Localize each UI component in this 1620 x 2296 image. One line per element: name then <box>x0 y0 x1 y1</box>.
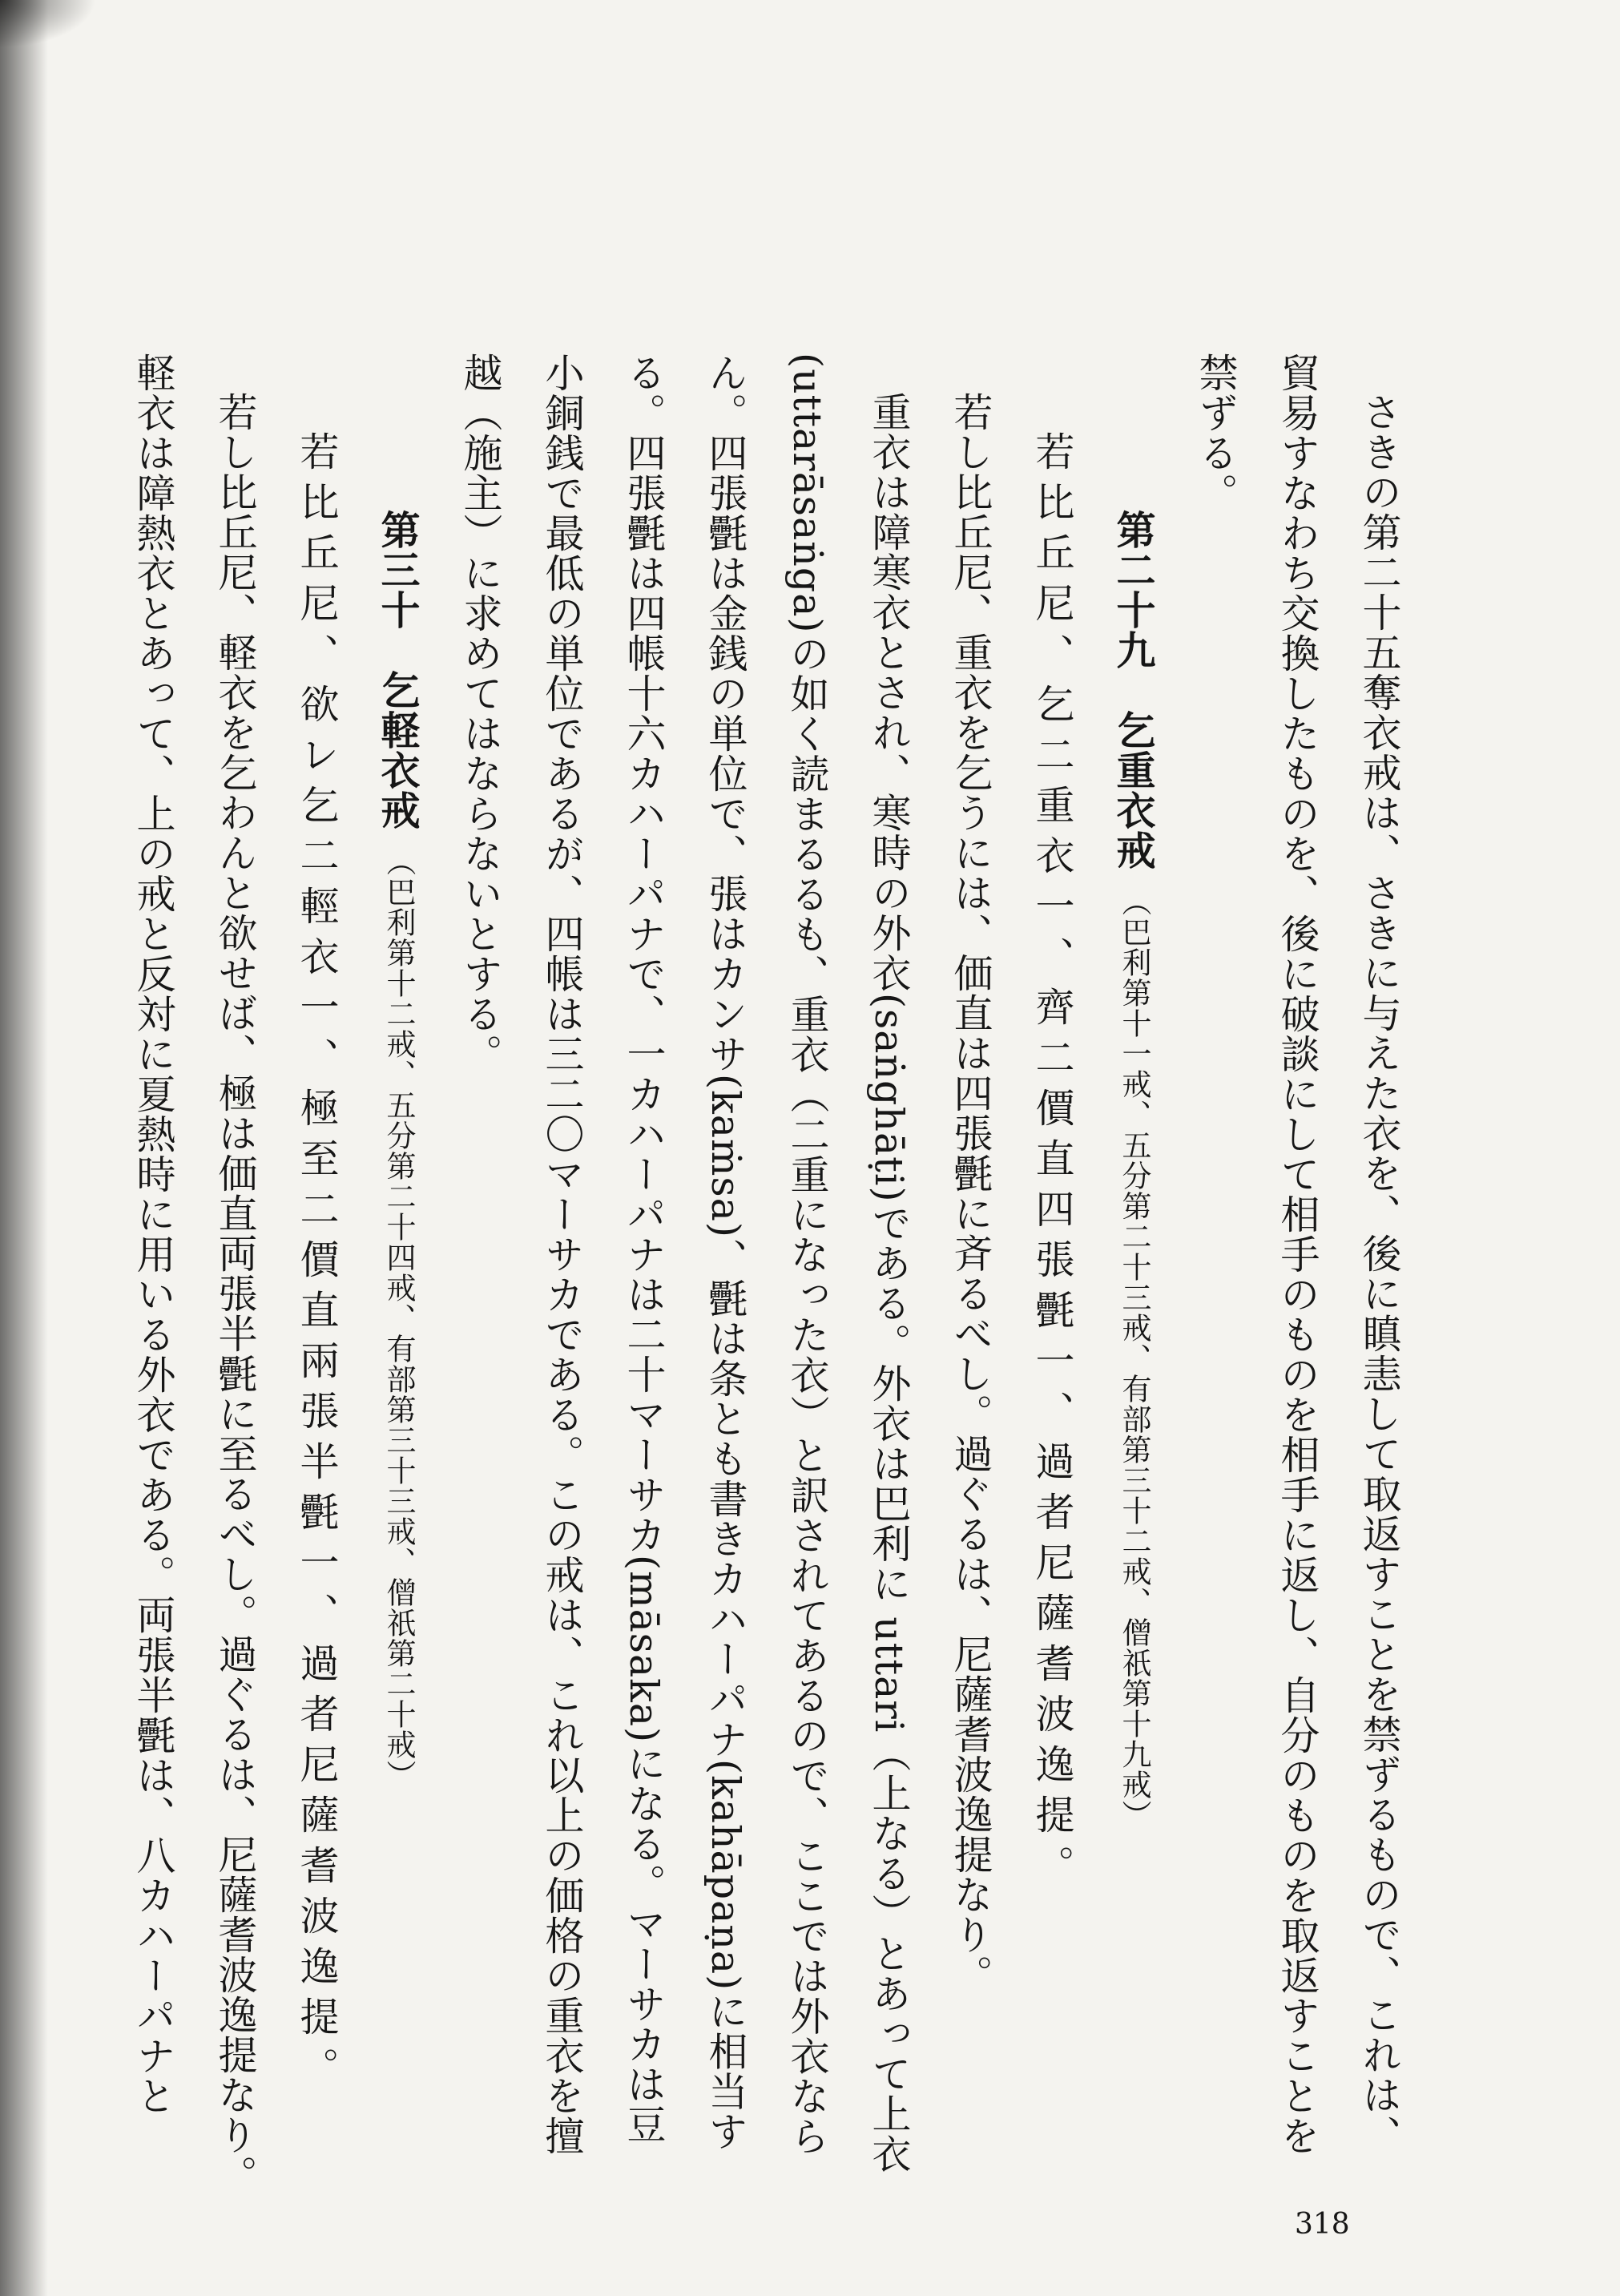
vinaya-text: 若比丘尼、欲レ乞二輕衣一、極至二價直兩張半㲲一、過者尼薩耆波逸提。 <box>294 431 340 2097</box>
translation-text: 若し比丘尼、軽衣を乞わんと欲せば、極は価直両張半㲲に至るべし。過ぐるは、尼薩耆波逸提なり。 <box>212 392 258 2195</box>
section-refs: （巴利第十一戒、五分第二十三戒、有部第三十二戒、僧祇第十九戒） <box>1117 886 1151 1830</box>
text-line: 貿易すなわち交換したものを、後に破談にして相手のものを相手に返し、自分のものを取返すことを <box>1275 353 1320 2156</box>
page-edge-shadow <box>0 0 48 2296</box>
section-heading-30 <box>357 353 439 2204</box>
commentary-line: る。四張㲲は四帳十六カハーパナで、一カハーパナは二十マーサカ(māsaka)になる。マーサカは豆 <box>621 353 667 2145</box>
commentary-line: 越（施主）に求めてはならないとする。 <box>457 353 503 1074</box>
page-number: 318 <box>1295 2208 1350 2241</box>
commentary-line: 小銅銭で最低の単位であるが、四帳は三二〇マーサカである。この戒は、これ以上の価格の重衣を擅 <box>539 353 585 2156</box>
commentary-line: ん。四張㲲は金銭の単位で、張はカンサ(kaṁsa)、㲲は条とも書きカハーパナ(kahāpaṇa)に相当す <box>703 353 748 2152</box>
scan-corner-mark <box>0 0 96 48</box>
section-refs: （巴利第十二戒、五分第二十四戒、有部第三十三戒、僧祇第二十戒） <box>381 846 416 1790</box>
commentary-line: 軽衣は障熱衣とあって、上の戒と反対に夏熱時に用いる外衣である。両張半㲲は、八カハーパナと <box>131 353 176 2116</box>
commentary-line: (uttarāsaṅga)の如く読まるるも、重衣（二重になった衣）と訳されてあるので、ここでは外衣なら <box>784 353 830 2157</box>
text-line: さきの第二十五奪衣戒は、さきに与えた衣を、後に瞋恚して取返すことを禁ずるもので、これは、 <box>1356 392 1402 2155</box>
section-title: 第二十九 乞重衣戒 <box>1110 510 1157 870</box>
section-title: 第三十 乞軽衣戒 <box>375 510 421 830</box>
vinaya-text: 若比丘尼、乞二重衣一、齊二價直四張㲲一、過者尼薩耆波逸提。 <box>1030 431 1075 1895</box>
commentary-line: 重衣は障寒衣とされ、寒時の外衣(saṅghāṭi)である。外衣は巴利に uttari（上なる）とあって上衣 <box>866 392 912 2174</box>
vertical-text-block <box>58 353 1420 2204</box>
text-line: 禁ずる。 <box>1193 353 1239 513</box>
translation-text: 若し比丘尼、重衣を乞うには、価直は四張㲲に斉るべし。過ぐるは、尼薩耆波逸提なり。 <box>948 392 993 1995</box>
section-heading-29 <box>1093 353 1175 2204</box>
